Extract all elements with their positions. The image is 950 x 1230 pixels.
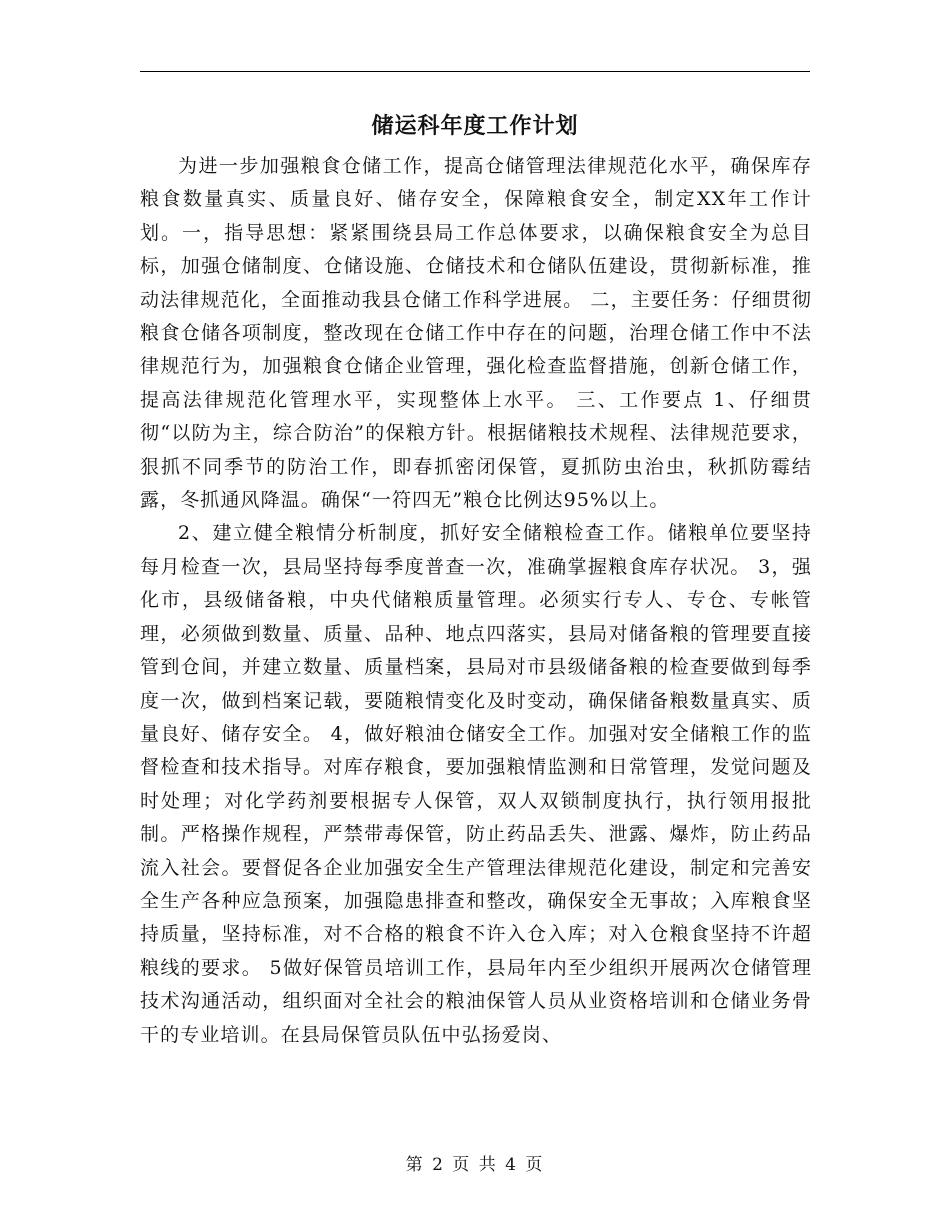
paragraph-2: 2、建立健全粮情分析制度，抓好安全储粮检查工作。储粮单位要坚持每月检查一次，县局坚持每季度普查一次，准确掌握粮食库存状况。 3，强化市，县级储备粮，中央代储粮质量管理。必须实行专人、专仓、专帐管理，必须做到数量、质量、品种、地点四落实，县局对储备粮的管理要直接管到仓间，并建立数量、质量档案，县局对市县级储备粮的检查要做到每季度一次，做到档案记载，要随粮情变化及时变动，确保储备粮数量真实、质量良好、储存安全。 4，做好粮油仓储安全工作。加强对安全储粮工作的监督检查和技术指导。对库存粮食，要加强粮情监测和日常管理，发觉问题及时处理；对化学药剂要根据专人保管，双人双锁制度执行，执行领用报批制。严格操作规程，严禁带毒保管，防止药品丢失、泄露、爆炸，防止药品流入社会。要督促各企业加强安全生产管理法律规范化建设，制定和完善安全生产各种应急预案，加强隐患排查和整改，确保安全无事故；入库粮食坚持质量，坚持标准，对不合格的粮食不许入仓入库；对入仓粮食坚持不许超粮线的要求。 5做好保管员培训工作，县局年内至少组织开展两次仓储管理技术沟通活动，组织面对全社会的粮油保管人员从业资格培训和仓储业务骨干的专业培训。在县局保管员队伍中弘扬爱岗、 [140, 522, 812, 1046]
document-body [140, 150, 812, 1052]
page-number: 第 2 页 共 4 页 [405, 1155, 545, 1175]
document-title: 储运科年度工作计划 [371, 113, 579, 139]
paragraph-1: 为进一步加强粮食仓储工作，提高仓储管理法律规范化水平，确保库存粮食数量真实、质量良好、储存安全，保障粮食安全，制定XX年工作计划。一，指导思想：紧紧围绕县局工作总体要求，以确保粮食安全为总目标，加强仓储制度、仓储设施、仓储技术和仓储队伍建设，贯彻新标准，推动法律规范化，全面推动我县仓储工作科学进展。 二，主要任务：仔细贯彻粮食仓储各项制度，整改现在仓储工作中存在的问题，治理仓储工作中不法律规范行为，加强粮食仓储企业管理，强化检查监督措施，创新仓储工作，提高法律规范化管理水平，实现整体上水平。 三、工作要点 1、仔细贯彻“以防为主，综合防治”的保粮方针。根据储粮技术规程、法律规范要求，狠抓不同季节的防治工作，即春抓密闭保管，夏抓防虫治虫，秋抓防霉结露，冬抓通风降温。确保“一符四无”粮仓比例达95%以上。 [140, 155, 812, 512]
header-rule [140, 71, 810, 72]
